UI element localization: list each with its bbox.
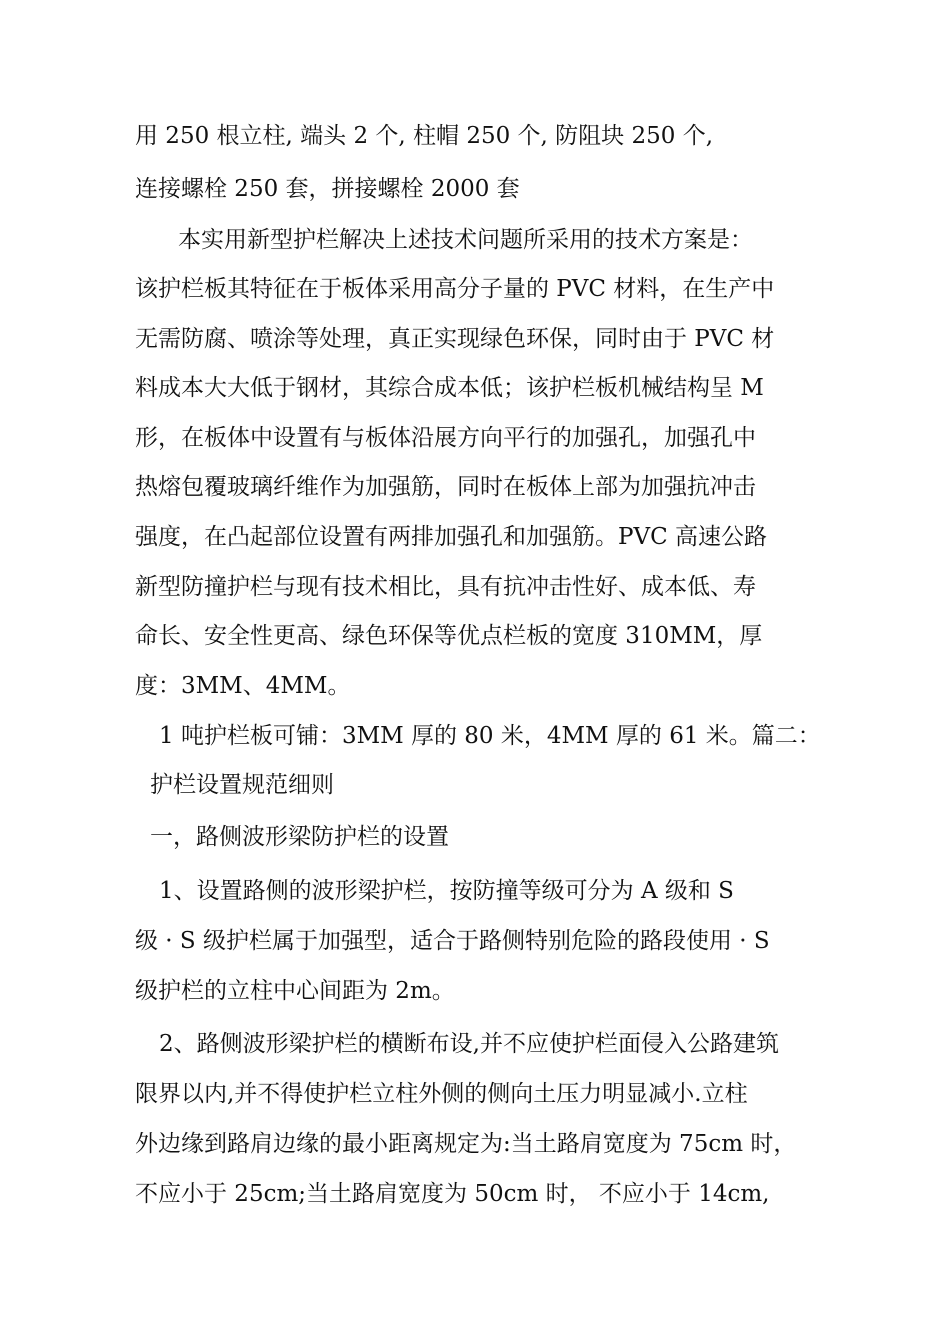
text-line: 本实用新型护栏解决上述技术问题所采用的技术方案是：	[178, 227, 753, 253]
text-line: 度：3MM、4MM。	[135, 673, 351, 699]
text-line: 连接螺栓 250 套，拼接螺栓 2000 套	[135, 176, 520, 202]
text-line: 一，路侧波形梁防护栏的设置	[150, 824, 449, 850]
text-line: 1、设置路侧的波形梁护栏，按防撞等级可分为 A 级和 S	[159, 878, 734, 904]
text-line: 该护栏板其特征在于板体采用高分子量的 PVC 材料，在生产中	[135, 276, 775, 302]
text-line: 级护栏的立柱中心间距为 2m。	[135, 978, 455, 1004]
text-line: 命长、安全性更高、绿色环保等优点栏板的宽度 310MM，厚	[135, 623, 763, 649]
text-line: 强度，在凸起部位设置有两排加强孔和加强筋。PVC 高速公路	[135, 524, 767, 550]
text-line: 用 250 根立柱, 端头 2 个, 柱帽 250 个, 防阻块 250 个,	[135, 123, 713, 149]
text-line: 新型防撞护栏与现有技术相比，具有抗冲击性好、成本低、寿	[135, 574, 756, 600]
text-line: 外边缘到路肩边缘的最小距离规定为:当土路肩宽度为 75cm 时，	[135, 1131, 797, 1157]
text-line: 1 吨护栏板可铺：3MM 厚的 80 米，4MM 厚的 61 米。篇二：	[159, 723, 821, 749]
text-line: 热熔包覆玻璃纤维作为加强筋，同时在板体上部为加强抗冲击	[135, 474, 756, 500]
text-line: 形，在板体中设置有与板体沿展方向平行的加强孔，加强孔中	[135, 425, 756, 451]
text-line: 无需防腐、喷涂等处理，真正实现绿色环保，同时由于 PVC 材	[135, 326, 775, 352]
text-line: 限界以内,并不得使护栏立柱外侧的侧向土压力明显减小.立柱	[135, 1081, 748, 1107]
text-line: 护栏设置规范细则	[150, 772, 334, 798]
text-line: 料成本大大低于钢材，其综合成本低；该护栏板机械结构呈 M	[135, 375, 764, 401]
text-line: 2、路侧波形梁护栏的横断布设,并不应使护栏面侵入公路建筑	[159, 1031, 779, 1057]
text-line: 不应小于 25cm;当土路肩宽度为 50cm 时， 不应小于 14cm,	[135, 1181, 770, 1207]
text-line: 级 · S 级护栏属于加强型，适合于路侧特别危险的路段使用 · S	[135, 928, 770, 954]
